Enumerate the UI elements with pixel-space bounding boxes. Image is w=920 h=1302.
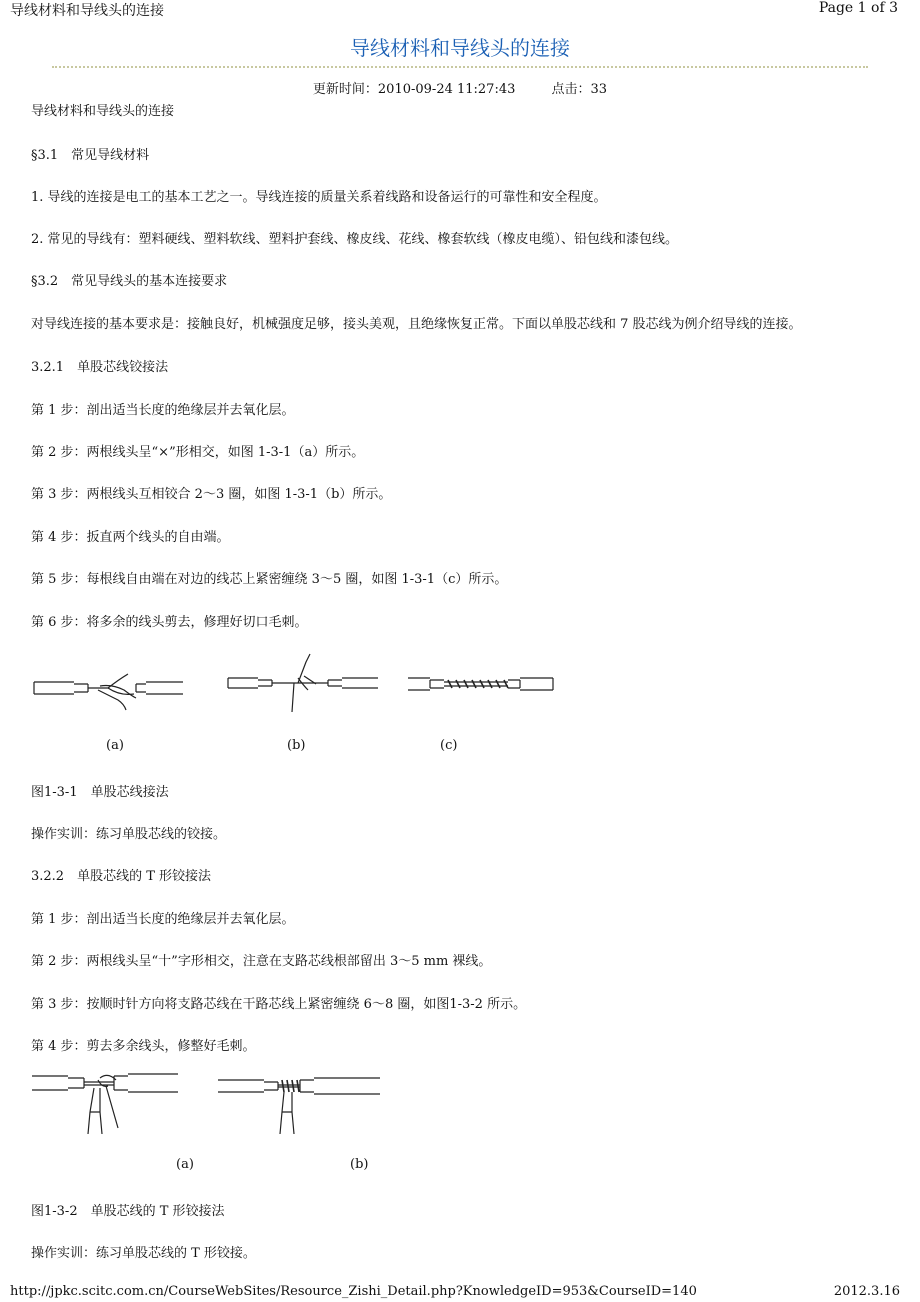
section-3-2-heading: §3.2 常见导线头的基本连接要求 [31, 274, 228, 289]
figure-1-label-a: (a) [106, 738, 124, 753]
click-count: 点击：33 [551, 82, 608, 97]
page-title: 导线材料和导线头的连接 [350, 36, 570, 60]
figure-1-label-c: (c) [440, 738, 458, 753]
step-3: 第 3 步：两根线头互相铰合 2～3 圈，如图 1-3-1（b）所示。 [31, 487, 392, 502]
step-4: 第 4 步：扳直两个线头的自由端。 [31, 530, 230, 545]
update-time: 更新时间：2010-09-24 11:27:43 [312, 82, 516, 97]
page-number: Page 1 of 3 [818, 0, 898, 16]
t-step-3: 第 3 步：按顺时针方向将支路芯线在干路芯线上紧密缠绕 6～8 圈，如图1-3-2 所示。 [31, 997, 527, 1012]
paragraph-requirements: 对导线连接的基本要求是：接触良好，机械强度足够，接头美观，且绝缘恢复正常。下面以单股芯线和 7 股芯线为例介绍导线的连接。 [31, 317, 802, 332]
print-header-title: 导线材料和导线头的连接 [10, 3, 164, 19]
figure-2-label-a: (a) [176, 1157, 194, 1172]
step-6: 第 6 步：将多余的线头剪去，修理好切口毛刺。 [31, 615, 308, 630]
figure-1-3-2-illustration [28, 1068, 388, 1140]
practice-1: 操作实训：练习单股芯线的铰接。 [31, 827, 227, 842]
step-1: 第 1 步：剖出适当长度的绝缘层并去氧化层。 [31, 403, 295, 418]
figure-1-3-1-illustration [28, 650, 568, 720]
section-3-1-heading: §3.1 常见导线材料 [31, 148, 150, 163]
t-step-4: 第 4 步：剪去多余线头，修整好毛刺。 [31, 1039, 256, 1054]
section-3-2-2-heading: 3.2.2 单股芯线的 T 形铰接法 [31, 869, 212, 884]
paragraph-1: 1. 导线的连接是电工的基本工艺之一。导线连接的质量关系着线路和设备运行的可靠性和安全程度。 [31, 190, 607, 205]
figure-1-label-b: (b) [287, 738, 306, 753]
article-meta [0, 78, 920, 97]
figure-2-label-b: (b) [350, 1157, 369, 1172]
figure-1-caption: 图1-3-1 单股芯线接法 [31, 785, 169, 800]
paragraph-2: 2. 常见的导线有：塑料硬线、塑料软线、塑料护套线、橡皮线、花线、橡套软线（橡皮电缆）、铅包线和漆包线。 [31, 232, 679, 247]
footer-date: 2012.3.16 [833, 1284, 900, 1299]
section-3-2-1-heading: 3.2.1 单股芯线铰接法 [31, 360, 169, 375]
t-step-1: 第 1 步：剖出适当长度的绝缘层并去氧化层。 [31, 912, 295, 927]
t-step-2: 第 2 步：两根线头呈“十”字形相交，注意在支路芯线根部留出 3～5 mm 裸线。 [31, 954, 492, 969]
step-5: 第 5 步：每根线自由端在对边的线芯上紧密缠绕 3～5 圈，如图 1-3-1（c）所示。 [31, 572, 508, 587]
title-divider [52, 66, 868, 68]
step-2: 第 2 步：两根线头呈“×”形相交，如图 1-3-1（a）所示。 [31, 445, 365, 460]
intro-title: 导线材料和导线头的连接 [31, 104, 175, 119]
figure-2-caption: 图1-3-2 单股芯线的 T 形铰接法 [31, 1204, 225, 1219]
practice-2: 操作实训：练习单股芯线的 T 形铰接。 [31, 1246, 256, 1261]
footer-url: http://jpkc.scitc.com.cn/CourseWebSites/Resource_Zishi_Detail.php?KnowledgeID=953&CourseID=140 [10, 1284, 697, 1299]
